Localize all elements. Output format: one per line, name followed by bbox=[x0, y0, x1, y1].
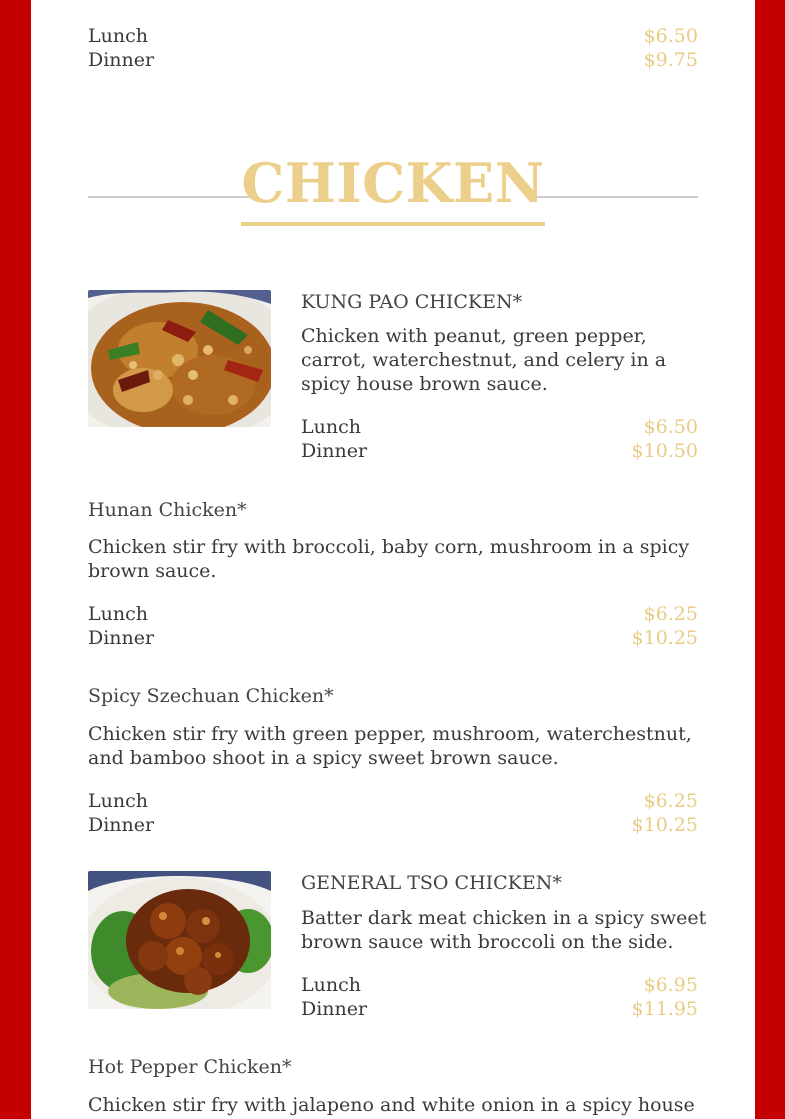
menu-page bbox=[31, 0, 755, 1119]
price-label-dinner: Dinner bbox=[88, 49, 155, 71]
item-description-line: Chicken with peanut, green pepper, bbox=[301, 325, 647, 347]
price-lunch: $6.95 bbox=[643, 974, 698, 996]
price-dinner: $10.25 bbox=[631, 814, 698, 836]
item-title: Hot Pepper Chicken* bbox=[88, 1056, 292, 1078]
price-label-lunch: Lunch bbox=[88, 603, 148, 625]
item-title: GENERAL TSO CHICKEN* bbox=[301, 872, 562, 894]
item-description-line: Batter dark meat chicken in a spicy sweet bbox=[301, 907, 707, 929]
item-title: Spicy Szechuan Chicken* bbox=[88, 685, 334, 707]
price-dinner: $9.75 bbox=[643, 49, 698, 71]
item-description-line: and bamboo shoot in a spicy sweet brown sauce. bbox=[88, 747, 559, 769]
item-description-line: Chicken stir fry with broccoli, baby corn, mushroom in a spicy bbox=[88, 536, 690, 558]
price-label-dinner: Dinner bbox=[301, 440, 368, 462]
section-heading bbox=[31, 150, 755, 226]
price-lunch: $6.50 bbox=[643, 416, 698, 438]
price-dinner: $10.25 bbox=[631, 627, 698, 649]
item-description-line: spicy house brown sauce. bbox=[301, 373, 548, 395]
price-dinner: $10.50 bbox=[631, 440, 698, 462]
item-description-line: Chicken stir fry with green pepper, mushroom, waterchestnut, bbox=[88, 723, 692, 745]
section-heading-text: CHICKEN bbox=[241, 150, 544, 226]
item-title: KUNG PAO CHICKEN* bbox=[301, 291, 523, 313]
price-label-lunch: Lunch bbox=[88, 790, 148, 812]
price-dinner: $11.95 bbox=[631, 998, 698, 1020]
price-label-dinner: Dinner bbox=[88, 627, 155, 649]
price-label-lunch: Lunch bbox=[88, 25, 148, 47]
price-lunch: $6.25 bbox=[643, 790, 698, 812]
item-description-line: brown sauce with broccoli on the side. bbox=[301, 931, 674, 953]
price-label-lunch: Lunch bbox=[301, 416, 361, 438]
price-lunch: $6.25 bbox=[643, 603, 698, 625]
price-label-dinner: Dinner bbox=[301, 998, 368, 1020]
item-description-line: Chicken stir fry with jalapeno and white onion in a spicy house bbox=[88, 1094, 695, 1116]
item-description-line: carrot, waterchestnut, and celery in a bbox=[301, 349, 667, 371]
price-label-lunch: Lunch bbox=[301, 974, 361, 996]
item-title: Hunan Chicken* bbox=[88, 499, 247, 521]
item-description-line: brown sauce. bbox=[88, 560, 217, 582]
kung-pao-chicken-photo bbox=[88, 290, 271, 427]
general-tso-chicken-photo bbox=[88, 871, 271, 1009]
price-label-dinner: Dinner bbox=[88, 814, 155, 836]
price-lunch: $6.50 bbox=[643, 25, 698, 47]
